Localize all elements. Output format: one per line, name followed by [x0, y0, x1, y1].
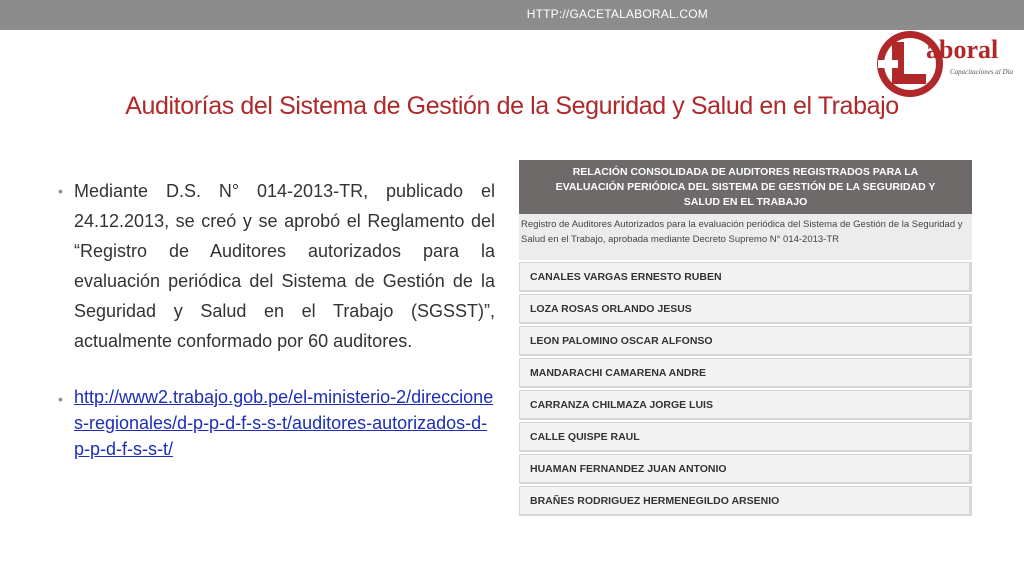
bullet-text: Mediante D.S. N° 014-2013-TR, publicado el 24.12.2013, se creó y se aprobó el Reglamento del “Registro de Auditores autorizados para la evaluación periódica del Sistema de Gestión de la Seguridad y Salud en el Trabajo (SGSST)”, actualmente conformado por 60 auditores. — [74, 181, 495, 351]
bullet-item — [58, 176, 495, 356]
table-row: MANDARACHI CAMARENA ANDRE — [519, 358, 972, 388]
table-row: BRAÑES RODRIGUEZ HERMENEGILDO ARSENIO — [519, 486, 972, 516]
bullet-dot-icon: • — [58, 391, 63, 407]
bullet-item — [58, 384, 495, 462]
table-row: LOZA ROSAS ORLANDO JESUS — [519, 294, 972, 324]
table-row: CANALES VARGAS ERNESTO RUBEN — [519, 262, 972, 292]
logo-tagline-text: Capacitaciones al Día — [950, 68, 1013, 76]
bullet-list — [58, 176, 495, 462]
header-url[interactable]: HTTP://GACETALABORAL.COM — [526, 7, 708, 21]
table-row: LEON PALOMINO OSCAR ALFONSO — [519, 326, 972, 356]
table-row: CARRANZA CHILMAZA JORGE LUIS — [519, 390, 972, 420]
logo-emblem-icon — [872, 28, 1020, 98]
table-description: Registro de Auditores Autorizados para la evaluación periódica del Sistema de Gestión de la Seguridad y Salud en el Trabajo, aprobada mediante Decreto Supremo N° 014-2013-TR — [519, 214, 972, 262]
auditors-table — [519, 160, 972, 516]
gaceta-laboral-logo — [872, 28, 1020, 98]
top-bar — [0, 0, 1024, 30]
slide-title: Auditorías del Sistema de Gestión de la Seguridad y Salud en el Trabajo — [125, 92, 899, 120]
ministry-link[interactable]: http://www2.trabajo.gob.pe/el-ministerio-2/direcciones-regionales/d-p-p-d-f-s-s-t/auditores-autorizados-d-p-p-d-f-s-s-t/ — [74, 387, 494, 459]
logo-brand-text: aboral — [926, 35, 999, 64]
table-row: HUAMAN FERNANDEZ JUAN ANTONIO — [519, 454, 972, 484]
bullet-dot-icon: • — [58, 183, 63, 199]
table-row: CALLE QUISPE RAUL — [519, 422, 972, 452]
table-heading: RELACIÓN CONSOLIDADA DE AUDITORES REGISTRADOS PARA LA EVALUACIÓN PERIÓDICA DEL SISTEMA DE GESTIÓN DE LA SEGURIDAD Y SALUD EN EL TRABAJO — [519, 160, 972, 214]
